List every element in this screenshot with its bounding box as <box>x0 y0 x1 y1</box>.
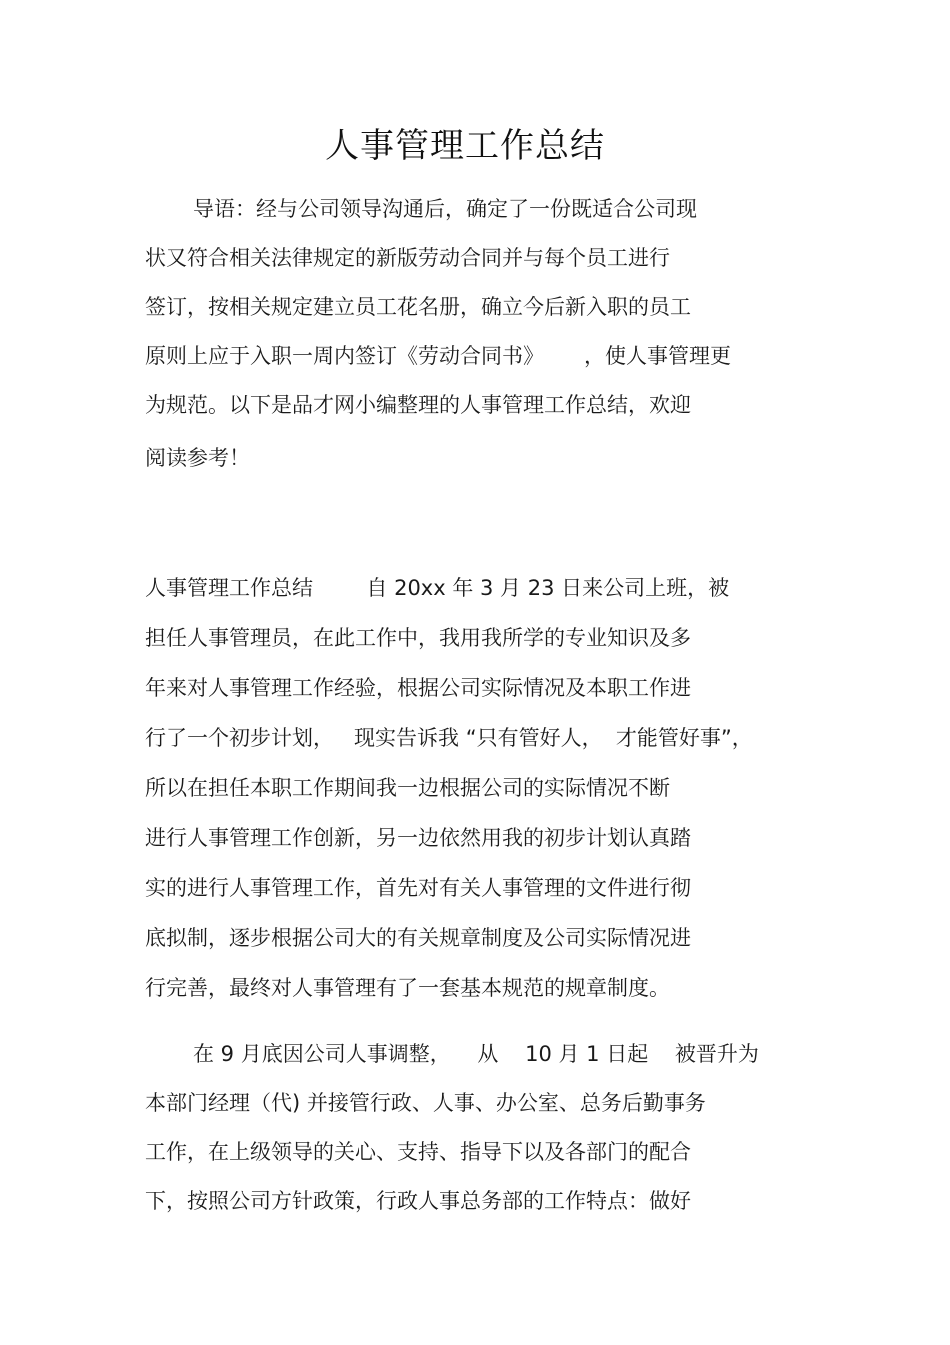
section-1-line-3: 年来对人事管理工作经验，根据公司实际情况及本职工作进 <box>145 676 691 700</box>
section-1-line-5: 所以在担任本职工作期间我一边根据公司的实际情况不断 <box>145 776 670 800</box>
section-1-line-8: 底拟制，逐步根据公司大的有关规章制度及公司实际情况进 <box>145 926 691 950</box>
intro-line-6: 阅读参考！ <box>145 446 250 470</box>
section-2-line-1: 在 9 月底因公司人事调整， 从 10 月 1 日起 被晋升为 <box>193 1042 759 1066</box>
section-1-line-9: 行完善，最终对人事管理有了一套基本规范的规章制度。 <box>145 976 670 1000</box>
section-1-line-1: 人事管理工作总结 自 20xx 年 3 月 23 日来公司上班，被 <box>145 576 730 600</box>
section-2-line-3: 工作，在上级领导的关心、支持、指导下以及各部门的配合 <box>145 1140 691 1164</box>
section-1-line-6: 进行人事管理工作创新，另一边依然用我的初步计划认真踏 <box>145 826 691 850</box>
document-title: 人事管理工作总结 <box>325 126 605 166</box>
section-1-line-7: 实的进行人事管理工作，首先对有关人事管理的文件进行彻 <box>145 876 691 900</box>
intro-line-4: 原则上应于入职一周内签订《劳动合同书》 ，使人事管理更 <box>145 344 732 368</box>
section-1-line-2: 担任人事管理员，在此工作中，我用我所学的专业知识及多 <box>145 626 691 650</box>
intro-line-2: 状又符合相关法律规定的新版劳动合同并与每个员工进行 <box>145 246 670 270</box>
section-2-line-4: 下，按照公司方针政策，行政人事总务部的工作特点：做好 <box>145 1189 691 1213</box>
section-1-line-4: 行了一个初步计划， 现实告诉我 “只有管好人， 才能管好事”， <box>145 726 753 750</box>
intro-line-5: 为规范。以下是品才网小编整理的人事管理工作总结，欢迎 <box>145 393 691 417</box>
intro-line-3: 签订，按相关规定建立员工花名册，确立今后新入职的员工 <box>145 295 691 319</box>
intro-line-1: 导语：经与公司领导沟通后，确定了一份既适合公司现 <box>193 197 697 221</box>
section-2-line-2: 本部门经理（代) 并接管行政、人事、办公室、总务后勤事务 <box>145 1091 706 1115</box>
